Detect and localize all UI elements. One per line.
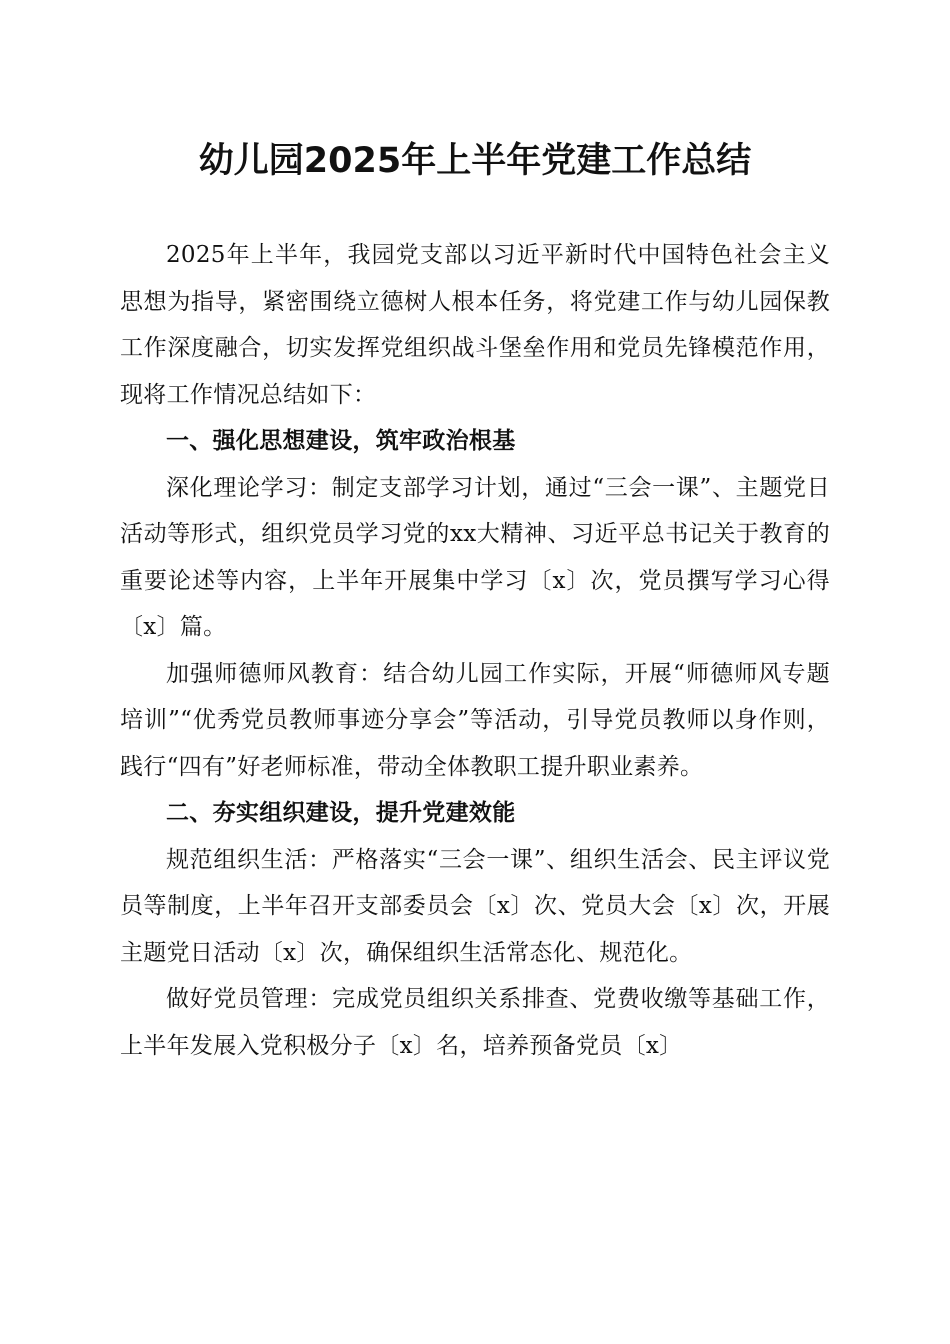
document-body — [120, 232, 830, 1069]
section-paragraph: 做好党员管理：完成党员组织关系排查、党费收缴等基础工作，上半年发展入党积极分子〔x〕名，培养预备党员〔x〕 — [120, 986, 830, 1059]
section-1 — [120, 418, 830, 790]
section-heading: 二、夯实组织建设，提升党建效能 — [166, 800, 516, 826]
section-2 — [120, 790, 830, 1069]
section-heading: 一、强化思想建设，筑牢政治根基 — [166, 428, 516, 454]
section-paragraph: 加强师德师风教育：结合幼儿园工作实际，开展“师德师风专题培训”“优秀党员教师事迹分享会”等活动，引导党员教师以身作则，践行“四有”好老师标准，带动全体教职工提升职业素养。 — [120, 660, 830, 780]
section-paragraph: 规范组织生活：严格落实“三会一课”、组织生活会、民主评议党员等制度，上半年召开支部委员会〔x〕次、党员大会〔x〕次，开展主题党日活动〔x〕次，确保组织生活常态化、规范化。 — [120, 846, 830, 966]
intro-paragraph: 2025年上半年，我园党支部以习近平新时代中国特色社会主义思想为指导，紧密围绕立德树人根本任务，将党建工作与幼儿园保教工作深度融合，切实发挥党组织战斗堡垒作用和党员先锋模范作用，现将工作情况总结如下： — [120, 242, 830, 408]
section-paragraph: 深化理论学习：制定支部学习计划，通过“三会一课”、主题党日活动等形式，组织党员学习党的xx大精神、习近平总书记关于教育的重要论述等内容，上半年开展集中学习〔x〕次，党员撰写学习心得〔x〕篇。 — [120, 474, 830, 640]
document-title: 幼儿园2025年上半年党建工作总结 — [198, 141, 752, 181]
